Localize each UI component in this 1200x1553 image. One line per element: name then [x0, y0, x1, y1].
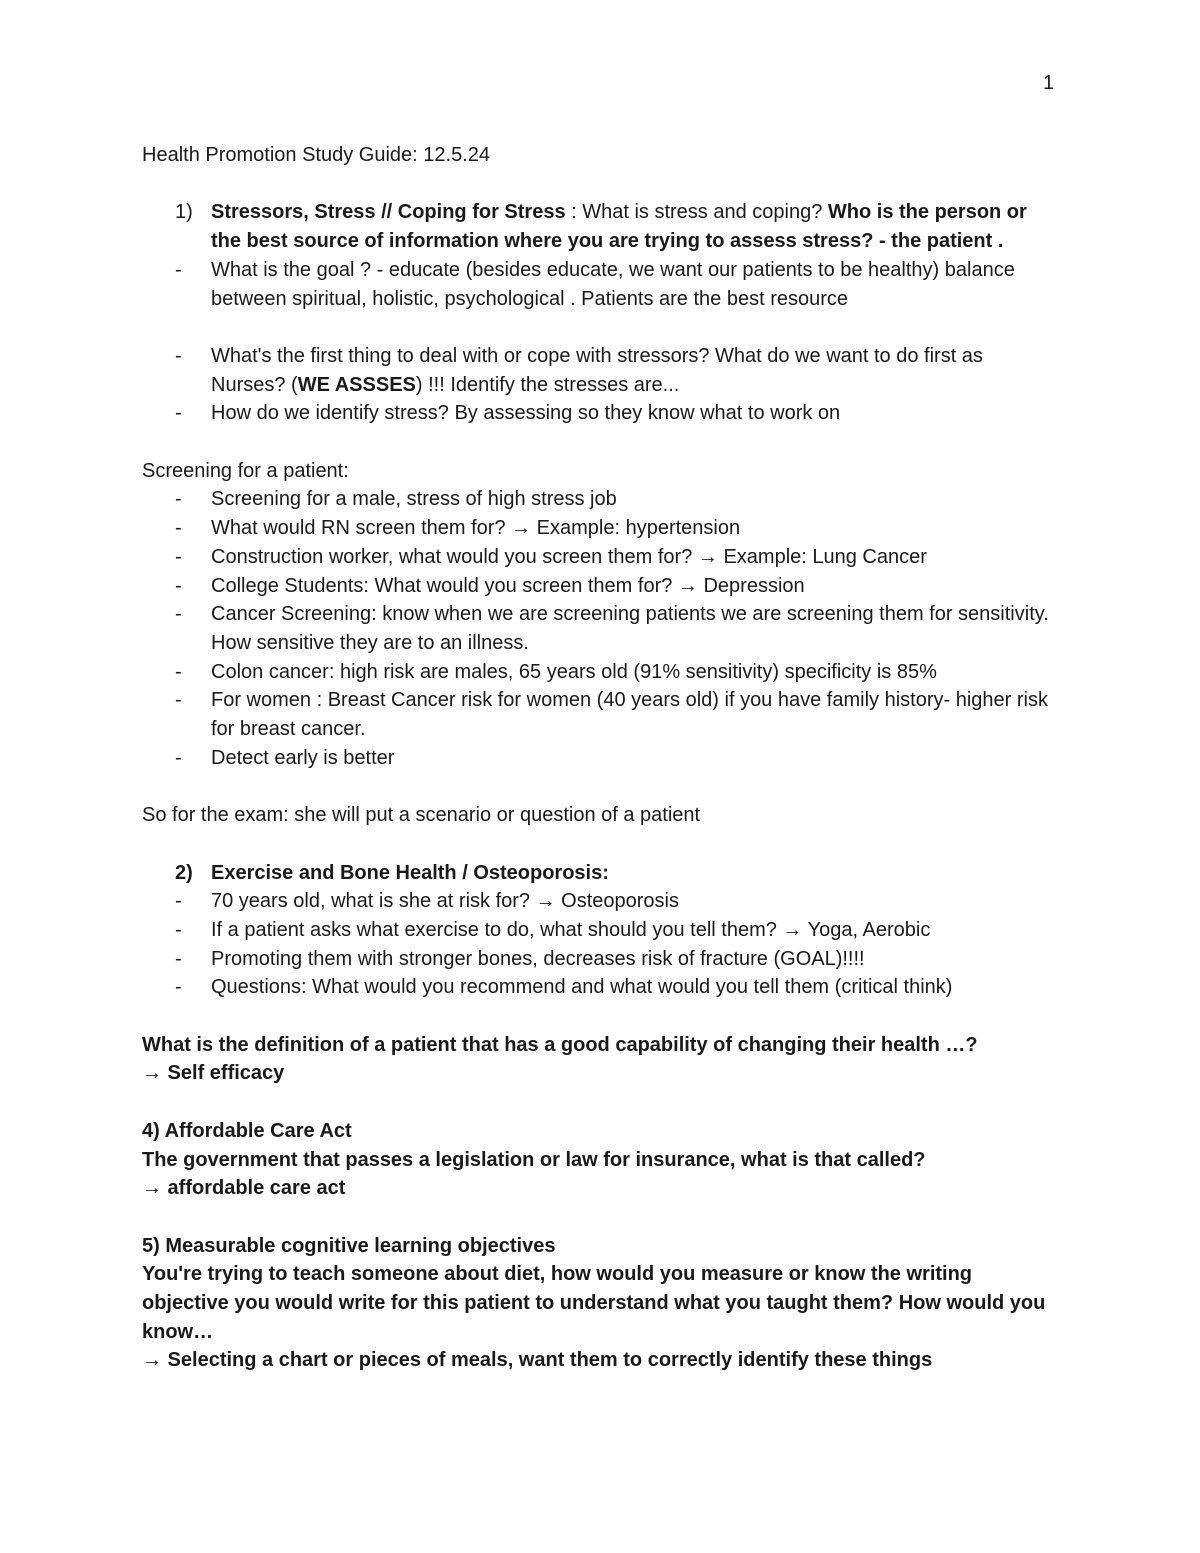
section-4-question: The government that passes a legislation or law for insurance, what is that called?: [142, 1148, 926, 1171]
dash-bullet: -: [175, 689, 182, 712]
list-item: [142, 543, 1062, 572]
dash-bullet: -: [175, 258, 182, 281]
list-item: [142, 572, 1062, 601]
screening-heading: Screening for a patient:: [142, 459, 349, 482]
list-item: [142, 686, 1062, 743]
screening-bullet-5: Cancer Screening: know when we are screening patients we are screening them for sensitivity. How sensitive they are to an illness.: [211, 603, 1049, 654]
list-item: [142, 256, 1062, 313]
section-2-bullet-2: If a patient asks what exercise to do, what should you tell them? → Yoga, Aerobic: [211, 918, 931, 941]
dash-bullet: -: [175, 890, 182, 913]
dash-bullet: -: [175, 488, 182, 511]
dash-bullet: -: [175, 746, 182, 769]
screening-bullet-8: Detect early is better: [211, 746, 395, 769]
section-1-heading: Stressors, Stress // Coping for Stress: [211, 201, 566, 224]
list-item: [142, 485, 1062, 514]
section-2-bullet-1: 70 years old, what is she at risk for? → Osteoporosis: [211, 890, 679, 913]
screening-bullet-4: College Students: What would you screen them for? → Depression: [211, 574, 805, 597]
document-title: Health Promotion Study Guide: 12.5.24: [142, 144, 490, 166]
section-2-item: [142, 859, 1062, 888]
self-efficacy-question: What is the definition of a patient that has a good capability of changing their health …?: [142, 1033, 978, 1056]
section-1-bullet-3: How do we identify stress? By assessing so they know what to work on: [211, 402, 841, 425]
self-efficacy-answer: → Self efficacy: [142, 1062, 285, 1085]
section-5-answer: → Selecting a chart or pieces of meals, want them to correctly identify these things: [142, 1349, 933, 1372]
list-item: [142, 916, 1062, 945]
section-1-question-intro: : What is stress and coping?: [565, 201, 828, 224]
screening-bullet-2: What would RN screen them for? → Example: hypertension: [211, 517, 741, 540]
screening-bullet-1: Screening for a male, stress of high stress job: [211, 488, 617, 511]
dash-bullet: -: [175, 574, 182, 597]
section-5-heading: 5) Measurable cognitive learning objectives: [142, 1234, 556, 1257]
dash-bullet: -: [175, 603, 182, 626]
screening-bullet-7: For women : Breast Cancer risk for women (40 years old) if you have family history- higher risk for breast cancer.: [211, 689, 1048, 741]
section-4-heading: 4) Affordable Care Act: [142, 1119, 352, 1142]
section-1-number: 1): [175, 201, 193, 224]
section-1-bold-question: Who is the person or the best source of information where you are trying to assess stress? - the patient .: [211, 201, 1027, 253]
list-item: [142, 342, 1062, 399]
section-2-heading: Exercise and Bone Health / Osteoporosis:: [211, 861, 609, 884]
section-5-question: You're trying to teach someone about diet, how would you measure or know the writing objective you would write for this patient to understand what you taught them? How would you know…: [142, 1263, 1046, 1343]
section-1-bullet-2-post: ) !!! Identify the stresses are...: [415, 373, 680, 396]
section-2-number: 2): [175, 861, 193, 884]
list-item: [142, 973, 1062, 1002]
dash-bullet: -: [175, 517, 182, 540]
dash-bullet: -: [175, 545, 182, 568]
list-item: [142, 945, 1062, 974]
section-1-bullet-1: What is the goal ? - educate (besides educate, we want our patients to be healthy) balance between spiritual, holistic, psychological . Patients are the best resource: [211, 258, 1015, 310]
list-item: [142, 600, 1062, 657]
list-item: [142, 744, 1062, 773]
dash-bullet: -: [175, 402, 182, 425]
screening-bullet-6: Colon cancer: high risk are males, 65 years old (91% sensitivity) specificity is 85%: [211, 660, 937, 683]
list-item: [142, 399, 1062, 428]
section-1-bullet-2-pre: What's the first thing to deal with or cope with stressors? What do we want to do first as Nurses? (: [211, 344, 983, 396]
section-2-bullet-4: Questions: What would you recommend and what would you tell them (critical think): [211, 976, 953, 999]
section-1-bullet-2-bold: WE ASSSES: [297, 373, 416, 396]
screening-bullet-3: Construction worker, what would you screen them for? → Example: Lung Cancer: [211, 545, 927, 568]
document-body: [142, 141, 1062, 1375]
list-item: [142, 658, 1062, 687]
section-2-bullet-3: Promoting them with stronger bones, decreases risk of fracture (GOAL)!!!!: [211, 947, 865, 970]
dash-bullet: -: [175, 660, 182, 683]
dash-bullet: -: [175, 344, 182, 367]
page-number: 1: [1043, 72, 1055, 94]
dash-bullet: -: [175, 976, 182, 999]
section-1-item: [142, 198, 1062, 255]
dash-bullet: -: [175, 918, 182, 941]
exam-note: So for the exam: she will put a scenario or question of a patient: [142, 804, 701, 827]
list-item: [142, 887, 1062, 916]
dash-bullet: -: [175, 947, 182, 970]
list-item: [142, 514, 1062, 543]
section-4-answer: → affordable care act: [142, 1177, 346, 1200]
